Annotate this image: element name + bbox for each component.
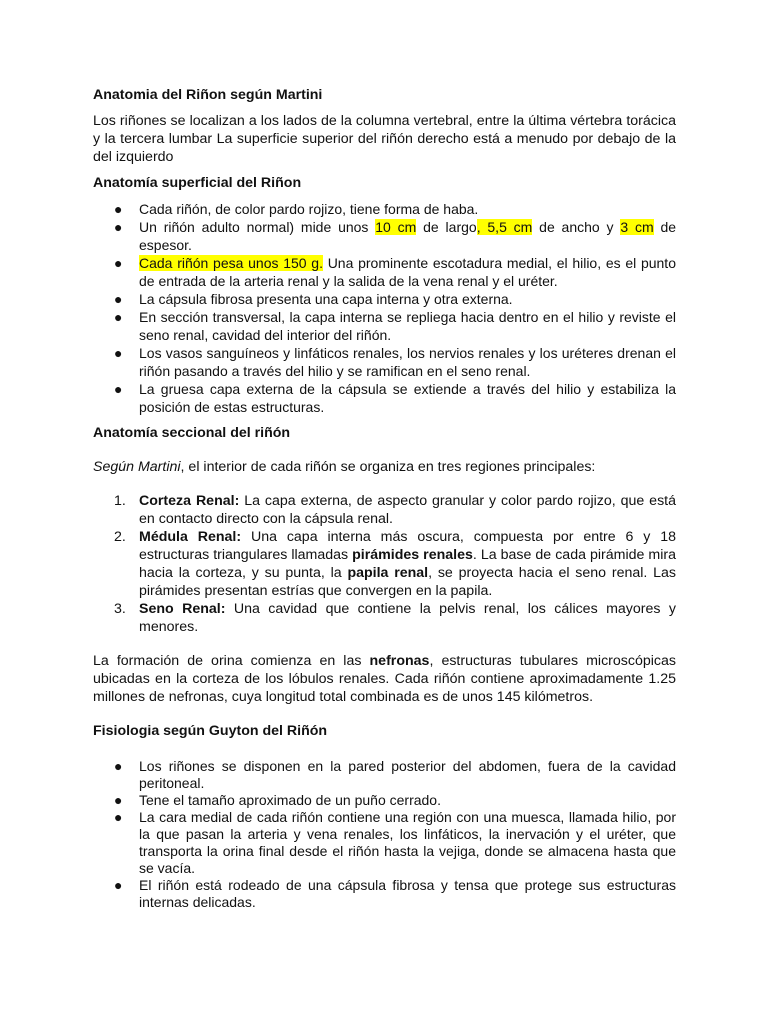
list-item-text: . La base de cada pirámide mira hacia la corteza, y su punta, la [139, 547, 676, 581]
intro-rest: , el interior de cada riñón se organiza en tres regiones principales: [180, 459, 596, 475]
list-item [93, 380, 676, 416]
list-item-text: El riñón está rodeado de una cápsula fibrosa y tensa que protege sus estructuras internas delicadas. [139, 877, 676, 910]
list-item [93, 492, 676, 528]
bullet-icon: ● [114, 809, 123, 825]
list-item-text: Tene el tamaño aproximado de un puño cerrado. [139, 792, 441, 808]
paragraph-text: , estructuras tubulares microscópicas ubicadas en la corteza de los lóbulos renales. Cada riñón contiene aproximadamente 1.25 millones de nefronas, cuya longitud total combinada es de unos 145 kilómetros. [93, 653, 676, 705]
bullet-icon: ● [114, 345, 123, 361]
list-item-text: La cápsula fibrosa presenta una capa interna y otra externa. [139, 291, 513, 307]
intro-paragraph: Los riñones se localizan a los lados de la columna vertebral, entre la última vértebra torácica y la tercera lumbar La superficie superior del riñón derecho está a menudo por debajo de la del izquierdo [93, 113, 676, 165]
list-item-text: La capa externa, de aspecto granular y color pardo rojizo, que está en contacto directo con la cápsula renal. [139, 493, 676, 527]
bullet-icon: ● [114, 792, 123, 808]
list-item-text: La cara medial de cada riñón contiene una región con una muesca, llamada hilio, por la que pasan la arteria y vena renales, los linfáticos, la inervación y el uréter, que transporta la orina final desde el riñón hasta la vejiga, donde se almacena hasta que se vacía. [139, 809, 676, 876]
list-item [93, 600, 676, 636]
regions-list [93, 492, 676, 636]
list-item-text: Una capa interna más oscura, compuesta por entre 6 y 18 estructuras triangulares llamadas [139, 529, 676, 563]
document-page [93, 86, 676, 911]
guyton-list [93, 758, 676, 911]
intro-italic: Según Martini [93, 459, 181, 475]
list-item-text: de espesor. [139, 219, 677, 253]
term-bold: Corteza Renal: [139, 493, 240, 509]
term-bold: Médula Renal: [139, 529, 242, 545]
superficial-list [93, 200, 676, 416]
list-number: 3. [114, 601, 126, 617]
bullet-icon: ● [114, 877, 123, 893]
highlight-thickness: 3 cm [620, 219, 654, 235]
highlight-width: , 5,5 cm [476, 219, 533, 235]
nefronas-paragraph [93, 652, 676, 706]
seccional-intro [93, 458, 676, 476]
term-bold: nefronas [369, 653, 430, 669]
list-item-text: , se proyecta hacia el seno renal. Las pirámides presentan estrías que convergen en la papila. [139, 565, 676, 599]
bullet-icon: ● [114, 255, 123, 271]
list-item [93, 877, 676, 911]
section-title-guyton: Fisiologia según Guyton del Riñón [93, 723, 328, 739]
bullet-icon: ● [114, 291, 123, 307]
term-bold: pirámides renales [352, 547, 473, 563]
list-item [93, 809, 676, 877]
list-item [93, 792, 676, 809]
list-item [93, 308, 676, 344]
list-item-text: Los vasos sanguíneos y linfáticos renales, los nervios renales y los uréteres drenan el riñón pasando a través del hilio y se ramifican en el seno renal. [139, 345, 676, 379]
list-item-text: Los riñones se disponen en la pared posterior del abdomen, fuera de la cavidad peritoneal. [139, 758, 676, 791]
highlight-weight: Cada riñón pesa unos 150 g. [139, 255, 323, 271]
term-bold: Seno Renal: [139, 601, 226, 617]
list-item-text: de ancho y [532, 219, 621, 235]
section-title-superficial: Anatomía superficial del Riñon [93, 175, 302, 191]
list-item [93, 200, 676, 218]
list-number: 1. [114, 493, 126, 509]
list-number: 2. [114, 529, 126, 545]
bullet-icon: ● [114, 201, 123, 217]
list-item-text: Una prominente escotadura medial, el hilio, es el punto de entrada de la arteria renal y la salida de la vena renal y el uréter. [139, 255, 676, 289]
bullet-icon: ● [114, 758, 123, 774]
list-item [93, 344, 676, 380]
bullet-icon: ● [114, 219, 123, 235]
list-item [93, 254, 676, 290]
bullet-icon: ● [114, 309, 123, 325]
list-item-text: Un riñón adulto normal) mide unos [139, 219, 376, 235]
list-item [93, 218, 676, 254]
list-item [93, 528, 676, 600]
list-item-text: de largo [416, 219, 477, 235]
section-title-seccional: Anatomía seccional del riñón [93, 425, 291, 441]
highlight-length: 10 cm [375, 219, 417, 235]
list-item-text: Una cavidad que contiene la pelvis renal, los cálices mayores y menores. [139, 601, 676, 635]
bullet-icon: ● [114, 381, 123, 397]
term-bold: papila renal [347, 565, 429, 581]
section-title-martini: Anatomia del Riñon según Martini [93, 87, 323, 103]
list-item [93, 290, 676, 308]
paragraph-text: La formación de orina comienza en las [93, 653, 370, 669]
list-item-text: La gruesa capa externa de la cápsula se extiende a través del hilio y estabiliza la posición de estas estructuras. [139, 381, 676, 415]
list-item-text: Cada riñón, de color pardo rojizo, tiene forma de haba. [139, 201, 479, 217]
list-item-text: En sección transversal, la capa interna se repliega hacia dentro en el hilio y reviste el seno renal, cavidad del interior del riñón. [139, 309, 676, 343]
list-item [93, 758, 676, 792]
